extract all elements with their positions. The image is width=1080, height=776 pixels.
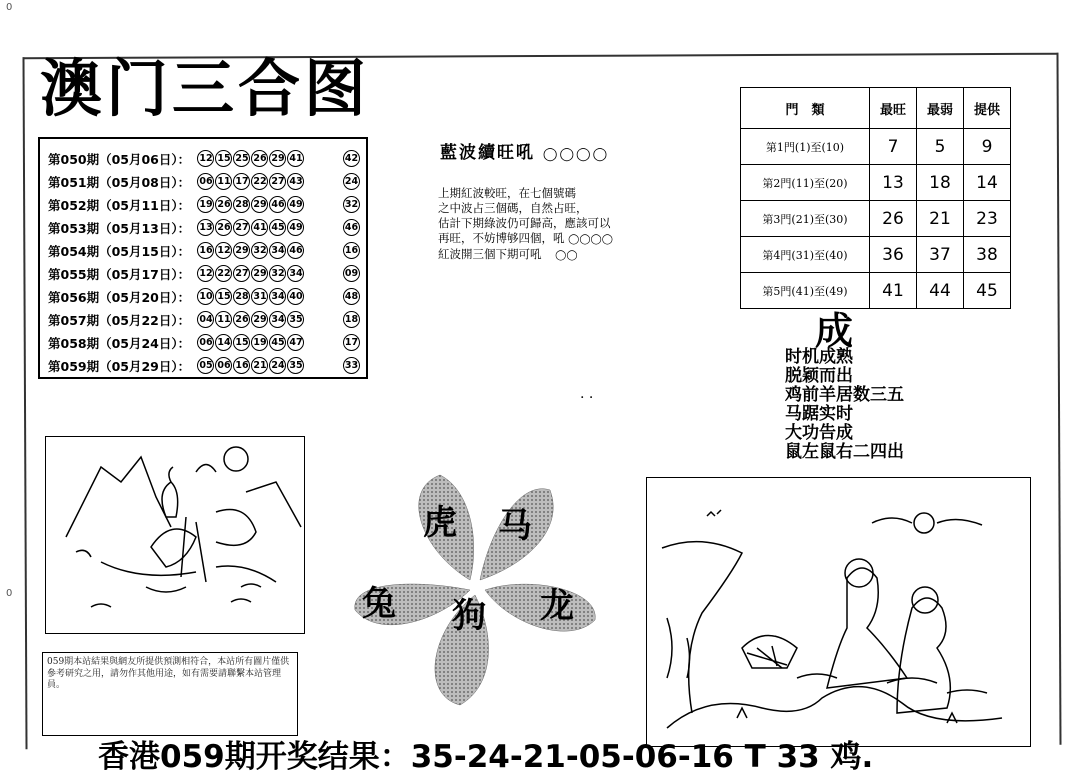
- special-number-ball: 09: [343, 265, 360, 282]
- number-ball: 49: [287, 196, 304, 213]
- poem-line: 鼠左鼠右二四出: [785, 442, 904, 462]
- number-ball: 32: [251, 242, 268, 259]
- hottest-header: 最旺: [870, 88, 917, 129]
- number-ball: 12: [197, 150, 214, 167]
- gate-value: 13: [870, 165, 917, 201]
- number-ball: 15: [215, 150, 232, 167]
- number-ball: 35: [287, 311, 304, 328]
- number-ball: 12: [215, 242, 232, 259]
- number-ball: 21: [251, 357, 268, 374]
- gate-value: 18: [917, 165, 964, 201]
- number-ball: 25: [233, 150, 250, 167]
- number-ball: 46: [287, 242, 304, 259]
- history-balls: [197, 219, 325, 236]
- weakest-header: 最弱: [917, 88, 964, 129]
- poem-line: 大功告成: [785, 423, 853, 443]
- history-balls: [197, 288, 325, 305]
- number-ball: 35: [287, 357, 304, 374]
- cheng-character: 成: [815, 309, 854, 353]
- gate-value: 37: [917, 237, 964, 273]
- history-balls: [197, 357, 325, 374]
- circle-marks-icon: ◯◯◯◯: [568, 234, 613, 245]
- zodiac-tiger: 虎: [423, 503, 457, 543]
- number-ball: 14: [215, 334, 232, 351]
- provided-header: 提供: [964, 88, 1011, 129]
- history-balls: [197, 150, 325, 167]
- number-ball: 27: [233, 219, 250, 236]
- middle-line: 估計下期綠波仍可歸高，應該可以: [438, 216, 611, 230]
- right-illustration: [646, 477, 1031, 747]
- number-ball: 16: [233, 357, 250, 374]
- number-ball: 46: [269, 196, 286, 213]
- middle-line: 上期紅波較旺，在七個號碼: [438, 186, 576, 200]
- history-row: [48, 331, 360, 354]
- number-ball: 06: [197, 173, 214, 190]
- number-ball: 28: [233, 288, 250, 305]
- number-ball: 16: [197, 242, 214, 259]
- number-ball: 12: [197, 265, 214, 282]
- zodiac-dragon: 龙: [540, 586, 574, 626]
- left-illustration: [45, 436, 305, 634]
- crane-landscape-drawing: [46, 437, 304, 633]
- circle-marks-icon: ◯◯◯◯: [542, 147, 610, 162]
- history-period-label: 第050期（05月06日）：: [48, 151, 191, 167]
- draw-result: 香港059期开奖结果：35-24-21-05-06-16 T 33 鸡.: [98, 739, 874, 775]
- number-ball: 29: [251, 196, 268, 213]
- gate-row: [741, 165, 1011, 201]
- number-ball: 28: [233, 196, 250, 213]
- gate-value: 7: [870, 129, 917, 165]
- middle-title-text: 藍波續旺吼: [440, 143, 535, 163]
- special-number-ball: 46: [343, 219, 360, 236]
- special-number-ball: 18: [343, 311, 360, 328]
- special-number-ball: 42: [343, 150, 360, 167]
- corner-mark-left: 0: [6, 588, 13, 599]
- number-ball: 24: [269, 357, 286, 374]
- special-number-ball: 33: [343, 357, 360, 374]
- special-number-ball: 48: [343, 288, 360, 305]
- zodiac-dog: 狗: [452, 596, 486, 636]
- number-ball: 13: [197, 219, 214, 236]
- gate-range: 第4門(31)至(40): [741, 237, 870, 273]
- history-period-label: 第052期（05月11日）：: [48, 197, 191, 213]
- note-box: 059期本站結果與網友所提供預測相符合，本站所有圖片僅供參考研究之用，請勿作其他用途，如有需要請聯繫本站管理員。: [42, 652, 298, 736]
- history-balls: [197, 265, 325, 282]
- gate-table: [740, 87, 1011, 309]
- history-period-label: 第054期（05月15日）：: [48, 243, 191, 259]
- figures-scene-drawing: [647, 478, 1030, 746]
- middle-line: 之中波占三個碼，自然占旺，: [438, 201, 588, 215]
- number-ball: 34: [269, 242, 286, 259]
- number-ball: 22: [251, 173, 268, 190]
- history-row: [48, 170, 360, 193]
- number-ball: 26: [233, 311, 250, 328]
- number-ball: 04: [197, 311, 214, 328]
- gate-value: 5: [917, 129, 964, 165]
- number-ball: 06: [215, 357, 232, 374]
- number-ball: 27: [233, 265, 250, 282]
- gate-range: 第1門(1)至(10): [741, 129, 870, 165]
- number-ball: 41: [251, 219, 268, 236]
- gate-row: [741, 273, 1011, 309]
- number-ball: 34: [269, 311, 286, 328]
- history-row: [48, 262, 360, 285]
- middle-line: 紅波開三個下期可吼 ◯◯: [438, 247, 578, 261]
- history-row: [48, 354, 360, 377]
- special-number-ball: 17: [343, 334, 360, 351]
- number-ball: 47: [287, 334, 304, 351]
- number-ball: 29: [233, 242, 250, 259]
- corner-mark-top: 0: [6, 2, 13, 13]
- history-row: [48, 147, 360, 170]
- gate-range: 第5門(41)至(49): [741, 273, 870, 309]
- history-balls: [197, 334, 325, 351]
- number-ball: 29: [251, 265, 268, 282]
- circle-marks-icon: ◯◯: [555, 250, 578, 261]
- number-ball: 41: [287, 150, 304, 167]
- history-row: [48, 193, 360, 216]
- gate-header: 門 類: [741, 88, 870, 129]
- number-ball: 06: [197, 334, 214, 351]
- poem: [785, 348, 904, 462]
- history-balls: [197, 242, 325, 259]
- gate-value: 14: [964, 165, 1011, 201]
- number-ball: 27: [269, 173, 286, 190]
- number-ball: 31: [251, 288, 268, 305]
- gate-value: 9: [964, 129, 1011, 165]
- number-ball: 05: [197, 357, 214, 374]
- history-period-label: 第055期（05月17日）：: [48, 266, 191, 282]
- page-title: 澳门三合图: [40, 52, 371, 125]
- gate-row: [741, 129, 1011, 165]
- number-ball: 17: [233, 173, 250, 190]
- zodiac-horse: 马: [498, 506, 532, 546]
- history-row: [48, 239, 360, 262]
- number-ball: 40: [287, 288, 304, 305]
- gate-row: [741, 237, 1011, 273]
- number-ball: 29: [251, 311, 268, 328]
- history-period-label: 第051期（05月08日）：: [48, 174, 191, 190]
- gate-range: 第3門(21)至(30): [741, 201, 870, 237]
- dots: . .: [580, 386, 594, 402]
- number-ball: 45: [269, 334, 286, 351]
- history-period-label: 第053期（05月13日）：: [48, 220, 191, 236]
- gate-range: 第2門(11)至(20): [741, 165, 870, 201]
- number-ball: 49: [287, 219, 304, 236]
- zodiac-rabbit: 兔: [362, 584, 396, 624]
- gate-value: 26: [870, 201, 917, 237]
- history-balls: [197, 311, 325, 328]
- draw-history-box: [38, 137, 368, 379]
- number-ball: 10: [197, 288, 214, 305]
- history-period-label: 第059期（05月29日）：: [48, 358, 191, 374]
- gate-value: 44: [917, 273, 964, 309]
- number-ball: 19: [197, 196, 214, 213]
- number-ball: 22: [215, 265, 232, 282]
- number-ball: 15: [215, 288, 232, 305]
- history-balls: [197, 196, 325, 213]
- number-ball: 26: [215, 196, 232, 213]
- history-row: [48, 308, 360, 331]
- number-ball: 32: [269, 265, 286, 282]
- number-ball: 34: [269, 288, 286, 305]
- gate-value: 41: [870, 273, 917, 309]
- special-number-ball: 16: [343, 242, 360, 259]
- history-period-label: 第058期（05月24日）：: [48, 335, 191, 351]
- poem-line: 鸡前羊居数三五: [785, 385, 904, 405]
- gate-value: 23: [964, 201, 1011, 237]
- middle-text: [438, 186, 678, 263]
- number-ball: 45: [269, 219, 286, 236]
- number-ball: 26: [251, 150, 268, 167]
- number-ball: 11: [215, 173, 232, 190]
- gate-value: 38: [964, 237, 1011, 273]
- middle-title: [440, 138, 609, 163]
- gate-value: 21: [917, 201, 964, 237]
- number-ball: 26: [215, 219, 232, 236]
- special-number-ball: 32: [343, 196, 360, 213]
- number-ball: 19: [251, 334, 268, 351]
- number-ball: 11: [215, 311, 232, 328]
- poem-line: 脱颖而出: [785, 366, 853, 386]
- history-row: [48, 216, 360, 239]
- number-ball: 43: [287, 173, 304, 190]
- number-ball: 34: [287, 265, 304, 282]
- history-period-label: 第056期（05月20日）：: [48, 289, 191, 305]
- special-number-ball: 24: [343, 173, 360, 190]
- gate-value: 36: [870, 237, 917, 273]
- gate-row: [741, 201, 1011, 237]
- poem-line: 时机成熟: [785, 347, 853, 367]
- history-row: [48, 285, 360, 308]
- poem-line: 马踞实时: [785, 404, 853, 424]
- number-ball: 15: [233, 334, 250, 351]
- gate-value: 45: [964, 273, 1011, 309]
- history-balls: [197, 173, 325, 190]
- history-period-label: 第057期（05月22日）：: [48, 312, 191, 328]
- middle-line: 再旺，不妨博够四個，吼 ◯◯◯◯: [438, 231, 613, 245]
- number-ball: 29: [269, 150, 286, 167]
